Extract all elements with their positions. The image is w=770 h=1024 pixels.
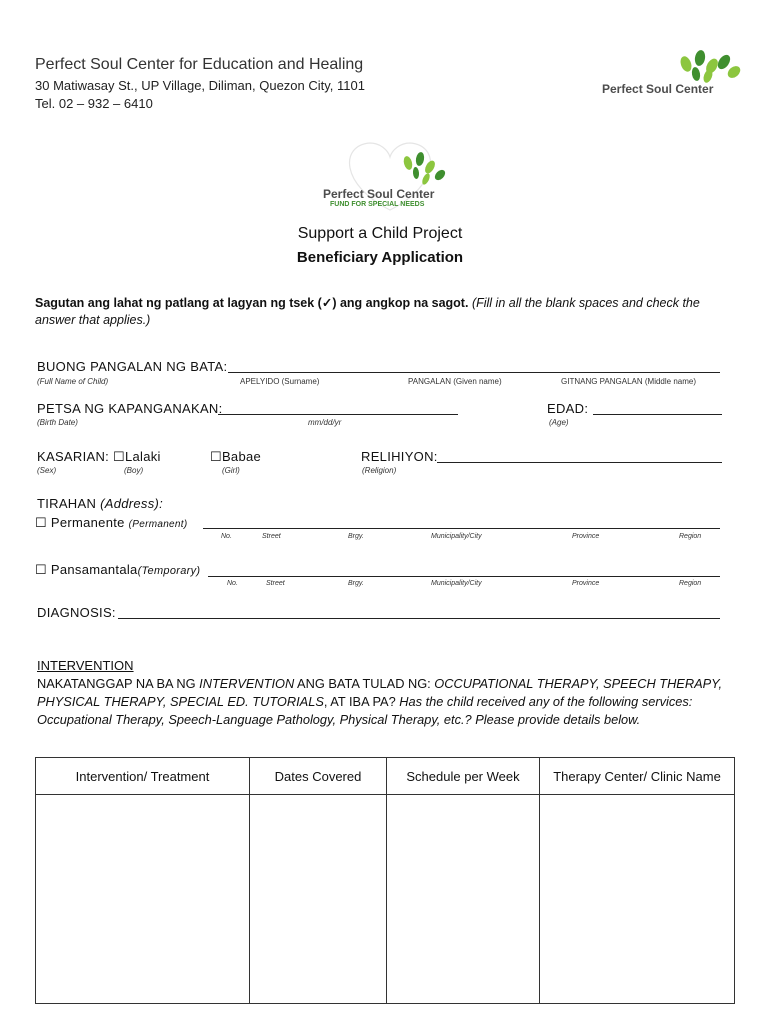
dates-cell[interactable] (250, 795, 387, 1004)
given-name-hint: PANGALAN (Given name) (408, 377, 502, 386)
permanent-region-hint: Region (679, 533, 702, 540)
question-part-2: INTERVENTION (199, 676, 295, 691)
address-label (37, 496, 163, 511)
schedule-cell[interactable] (387, 795, 540, 1004)
sex-label: KASARIAN: (37, 449, 110, 464)
permanent-address-checkbox[interactable] (35, 515, 188, 531)
center-logo-name: Perfect Soul Center (323, 187, 435, 201)
surname-hint: APELYIDO (Surname) (240, 377, 320, 386)
instructions (35, 295, 725, 329)
middle-name-hint: GITNANG PANGALAN (Middle name) (561, 377, 696, 386)
intervention-question (37, 675, 732, 729)
religion-label: RELIHIYON: (361, 449, 438, 464)
permanent-label: ☐ Permanente (35, 515, 125, 530)
full-name-field[interactable] (228, 372, 720, 373)
female-label-en: (Girl) (222, 466, 240, 475)
permanent-brgy-hint: Brgy. (348, 533, 364, 540)
form-title: Beneficiary Application (296, 249, 464, 266)
temporary-region-hint: Region (679, 580, 702, 587)
question-part-4: OCCUPATIONAL THERAPY, SPEECH THERAPY, PHYSICAL THERAPY, SPECIAL ED. TUTORIALS (37, 676, 723, 709)
age-label-en: (Age) (549, 418, 569, 427)
project-title: Support a Child Project (297, 225, 463, 242)
temporary-label: ☐ Pansamantala (35, 562, 138, 577)
permanent-label-en: (Permanent) (128, 519, 188, 530)
date-format-hint: mm/dd/yr (308, 418, 342, 427)
center-logo-tagline: FUND FOR SPECIAL NEEDS (330, 201, 425, 208)
age-field[interactable] (593, 414, 722, 415)
age-label: EDAD: (547, 401, 589, 416)
temporary-address-checkbox[interactable] (35, 562, 200, 578)
male-checkbox[interactable]: ☐Lalaki (113, 449, 161, 464)
male-label-en: (Boy) (124, 466, 144, 475)
temporary-address-field[interactable] (208, 576, 720, 577)
intervention-heading: INTERVENTION (37, 658, 134, 673)
temporary-no-hint: No. (227, 580, 238, 587)
intervention-cell[interactable] (36, 795, 250, 1004)
permanent-no-hint: No. (221, 533, 232, 540)
center-cell[interactable] (540, 795, 735, 1004)
birth-date-label: PETSA NG KAPANGANAKAN: (37, 401, 223, 416)
center-logo (320, 135, 460, 215)
permanent-city-hint: Municipality/City (431, 533, 482, 540)
full-name-label: BUONG PANGALAN NG BATA: (37, 359, 228, 374)
organization-address: 30 Matiwasay St., UP Village, Diliman, Quezon City, 1101 (35, 78, 365, 93)
question-english: Has the child received any of the following services: Occupational Therapy, Speech-Language Pathology, Physical Therapy, etc.? Please provide details below. (37, 694, 693, 727)
permanent-province-hint: Province (572, 533, 600, 540)
address-label-tl: TIRAHAN (37, 496, 97, 511)
birth-date-field[interactable] (218, 414, 458, 415)
question-part-1: NAKATANGGAP NA BA NG (37, 676, 200, 691)
header-logo-text: Perfect Soul Center (602, 82, 714, 96)
header-dates-covered: Dates Covered (250, 758, 387, 795)
female-checkbox[interactable]: ☐Babae (210, 449, 262, 464)
instructions-english: (Fill in all the blank spaces and check the answer that applies.) (35, 296, 700, 327)
temporary-brgy-hint: Brgy. (348, 580, 364, 587)
diagnosis-label: DIAGNOSIS: (37, 605, 116, 620)
full-name-label-en: (Full Name of Child) (37, 377, 109, 386)
instructions-tagalog: Sagutan ang lahat ng patlang at lagyan ng tsek (✓) ang angkop na sagot. (35, 296, 469, 310)
diagnosis-field[interactable] (118, 618, 720, 619)
sex-label-en: (Sex) (37, 466, 57, 475)
header-schedule: Schedule per Week (387, 758, 540, 795)
temporary-city-hint: Municipality/City (431, 580, 482, 587)
header-logo (600, 50, 745, 100)
header-therapy-center: Therapy Center/ Clinic Name (540, 758, 735, 795)
organization-name: Perfect Soul Center for Education and Healing (35, 56, 364, 73)
table-row (36, 795, 735, 1004)
organization-phone: Tel. 02 – 932 – 6410 (35, 96, 153, 111)
religion-field[interactable] (437, 462, 722, 463)
temporary-province-hint: Province (572, 580, 600, 587)
religion-label-en: (Religion) (362, 466, 397, 475)
header-intervention: Intervention/ Treatment (36, 758, 250, 795)
question-part-5: , AT IBA PA? (323, 694, 400, 709)
question-part-3: ANG BATA TULAD NG: (294, 676, 435, 691)
address-label-en: (Address): (100, 496, 164, 511)
permanent-street-hint: Street (262, 533, 281, 540)
birth-date-label-en: (Birth Date) (37, 418, 78, 427)
permanent-address-field[interactable] (203, 528, 720, 529)
temporary-label-en: (Temporary) (137, 565, 201, 577)
intervention-table (35, 757, 735, 1004)
temporary-street-hint: Street (266, 580, 285, 587)
table-header-row (36, 758, 735, 795)
